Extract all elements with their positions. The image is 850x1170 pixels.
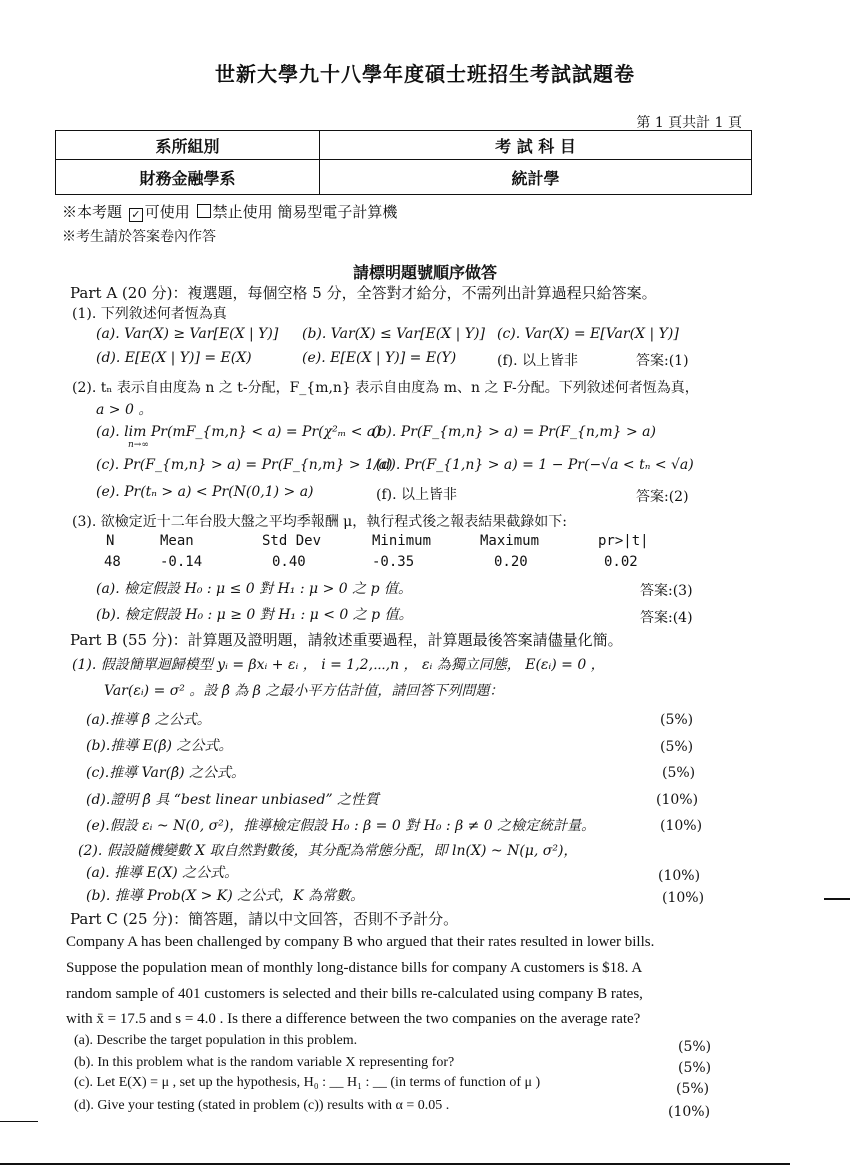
dept-value: 財務金融學系 [56, 160, 320, 195]
subject-value: 統計學 [320, 160, 752, 195]
stats-val-mean: -0.14 [160, 554, 203, 570]
b-q1-item-d-points: (10%) [656, 792, 699, 808]
b-q2-line: (2). 假設隨機變數 X 取自然對數後，其分配為常態分配，即 ln(X) ~ N(μ, σ²)， [78, 843, 578, 859]
allowed-label: 可使用 [144, 203, 190, 221]
a-q1-opt-f: (f). 以上皆非 [497, 353, 579, 369]
note-prefix: ※本考題 [62, 203, 123, 221]
a-q2: (2). tₙ 表示自由度為 n 之 t-分配，F_{m,n} 表示自由度為 m、n 之 F-分配。下列敘述何者恆為真， [72, 380, 699, 396]
a-q1-opt-d: (d). E[E(X | Y)] = E(X) [96, 350, 252, 366]
a-q2-opt-f: (f). 以上皆非 [376, 487, 458, 503]
c-item-d-points: (10%) [668, 1104, 711, 1120]
c-item-d: (d). Give your testing (stated in problem (c)) results with α = 0.05 . [74, 1098, 450, 1113]
page-number: 第 1 頁共計 1 頁 [636, 115, 742, 131]
a-q2-answer: 答案:(2) [636, 489, 689, 505]
a-q1-opt-a: (a). Var(X) ≥ Var[E(X | Y)] [96, 326, 279, 342]
b-q2-item-a: (a). 推導 E(X) 之公式。 [86, 865, 239, 881]
b-q1-item-c-points: (5%) [662, 765, 696, 781]
check-icon: ✓ [131, 208, 141, 221]
b-q1-item-e-points: (10%) [660, 818, 703, 834]
answer-sheet-note: ※考生請於答案卷內作答 [62, 229, 216, 245]
stats-val-max: 0.20 [494, 554, 528, 570]
c-item-c: (c). Let E(X) = μ , set up the hypothesis, H₀ : __ H₁ : __ (in terms of function of μ ) [74, 1075, 541, 1090]
c-item-c-points: (5%) [676, 1081, 710, 1097]
bottom-rule [0, 1163, 790, 1165]
a-q2-opt-b: (b). Pr(F_{m,n} > a) = Pr(F_{n,m} > a) [372, 424, 656, 440]
stats-head-n: N [106, 533, 115, 549]
a-q2-opt-a: (a). lim Pr(mF_{m,n} < a) = Pr(χ²ₘ < a) [96, 424, 381, 440]
stats-head-mean: Mean [160, 533, 194, 549]
a-q2-opt-c: (c). Pr(F_{m,n} > a) = Pr(F_{n,m} > 1/a) [96, 457, 393, 473]
stats-head-max: Maximum [480, 533, 540, 549]
exam-title: 世新大學九十八學年度碩士班招生考試試題卷 [215, 62, 635, 86]
b-q1-item-d: (d).證明 β̂ 具 “best linear unbiased” 之性質 [86, 792, 380, 808]
b-q2-item-b: (b). 推導 Prob(X > K) 之公式，K 為常數。 [86, 888, 365, 904]
stats-head-min: Minimum [372, 533, 432, 549]
stats-val-p: 0.02 [604, 554, 638, 570]
stats-val-stddev: 0.40 [272, 554, 306, 570]
stats-head-p: pr>|t| [598, 533, 649, 549]
part-b-heading: Part B (55 分)：計算題及證明題，請敘述重要過程，計算題最後答案請儘量化簡。 [70, 631, 623, 649]
stats-val-n: 48 [104, 554, 121, 570]
a-q1-opt-b: (b). Var(X) ≤ Var[E(X | Y)] [302, 326, 485, 342]
a-q3: (3). 欲檢定近十二年台股大盤之平均季報酬 μ，執行程式後之報表結果截錄如下: [72, 514, 567, 530]
c-para-line4: with x̄ = 17.5 and s = 4.0 . Is there a difference between the two companies on the average rate? [66, 1011, 641, 1027]
a-q2-opt-a-limit: n→∞ [128, 440, 149, 450]
checked-box [129, 208, 143, 222]
b-q1-item-b-points: (5%) [660, 739, 694, 755]
c-para-line1: Company A has been challenged by company B who argued that their rates resulted in lower bills. [66, 934, 655, 950]
b-q1-item-b: (b).推導 E(β̂) 之公式。 [86, 738, 233, 754]
a-q3-answer-b: 答案:(4) [640, 610, 693, 626]
dept-heading: 系所組別 [56, 131, 320, 160]
b-q1-item-a-points: (5%) [660, 712, 694, 728]
c-item-b-points: (5%) [678, 1060, 712, 1076]
c-item-a: (a). Describe the target population in this problem. [74, 1033, 358, 1048]
b-q1-item-c: (c).推導 Var(β̂) 之公式。 [86, 765, 245, 781]
c-para-line3: random sample of 401 customers is selected and their bills re-calculated using company B rates, [66, 986, 643, 1002]
margin-mark [824, 898, 850, 900]
a-q1-opt-c: (c). Var(X) = E[Var(X | Y)] [497, 326, 679, 342]
a-q1-answer: 答案:(1) [636, 353, 689, 369]
b-q1-item-e: (e).假設 εᵢ ~ N(0, σ²)，推導檢定假設 H₀ : β = 0 對 H₀ : β ≠ 0 之檢定統計量。 [86, 818, 596, 834]
part-a-heading: Part A (20 分)：複選題，每個空格 5 分，全答對才給分，不需列出計算過程只給答案。 [70, 284, 657, 302]
b-q1-line2: Var(εᵢ) = σ² 。設 β̂ 為 β 之最小平方估計值，請回答下列問題： [104, 683, 504, 699]
b-q2-item-b-points: (10%) [662, 890, 705, 906]
c-item-a-points: (5%) [678, 1039, 712, 1055]
part-c-heading: Part C (25 分)：簡答題，請以中文回答，否則不予計分。 [70, 910, 459, 928]
b-q1-line1: (1). 假設簡單迴歸模型 yᵢ = βxᵢ + εᵢ ， i = 1,2,⋯,n ， εᵢ 為獨立同態， E(εᵢ) = 0 ， [72, 657, 605, 673]
order-instruction: 請標明題號順序做答 [352, 263, 497, 282]
a-q3-opt-b: (b). 檢定假設 H₀ : μ ≥ 0 對 H₁ : μ < 0 之 p 值。 [96, 607, 413, 623]
stats-head-stddev: Std Dev [262, 533, 322, 549]
a-q2-opt-e: (e). Pr(tₙ > a) < Pr(N(0,1) > a) [96, 484, 314, 500]
stats-val-min: -0.35 [372, 554, 415, 570]
forbidden-label: 禁止使用 簡易型電子計算機 [212, 203, 398, 221]
a-q1-opt-e: (e). E[E(X | Y)] = E(Y) [302, 350, 457, 366]
exam-header-table [55, 130, 752, 195]
b-q1-item-a: (a).推導 β̂ 之公式。 [86, 712, 211, 728]
b-q2-item-a-points: (10%) [658, 868, 701, 884]
calculator-note [62, 201, 397, 222]
a-q2-opt-d: (d). Pr(F_{1,n} > a) = 1 − Pr(−√a < tₙ < √a) [376, 457, 694, 473]
a-q3-opt-a: (a). 檢定假設 H₀ : μ ≤ 0 對 H₁ : μ > 0 之 p 值。 [96, 581, 412, 597]
subject-heading: 考 試 科 目 [320, 131, 752, 160]
margin-mark [0, 1121, 38, 1122]
a-q2-condition: a > 0 。 [96, 402, 153, 418]
a-q3-answer-a: 答案:(3) [640, 583, 693, 599]
c-para-line2: Suppose the population mean of monthly long-distance bills for company A customers is $18. A [66, 960, 643, 976]
unchecked-box [197, 204, 211, 218]
a-q1: (1). 下列敘述何者恆為真 [72, 306, 227, 322]
c-item-b: (b). In this problem what is the random variable X representing for? [74, 1055, 455, 1070]
